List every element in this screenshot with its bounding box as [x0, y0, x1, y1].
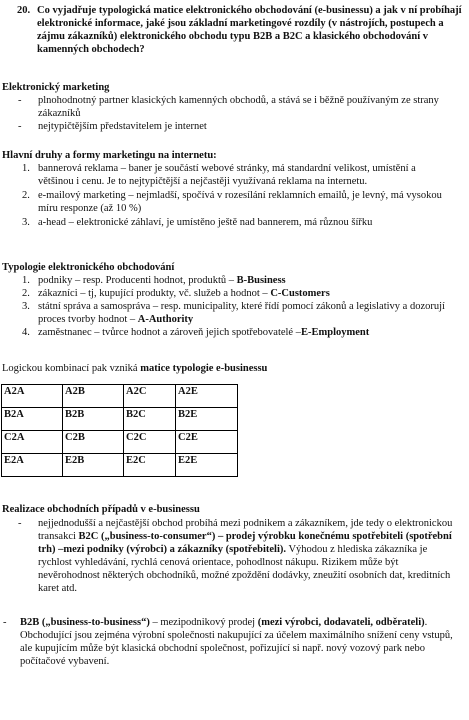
numbered-list: [22, 162, 450, 229]
list-item: 1. podniky – resp. Producenti hodnot, produktů – B-Business: [22, 275, 286, 286]
list-item: 2. e-mailový marketing – nejmladší, spočívá v rozesílání reklamních emailů, je levný, má vysokou míru responze (až 10 %): [22, 190, 442, 214]
bullet-icon: -: [18, 121, 22, 132]
bullet-icon: -: [18, 518, 22, 529]
section-heading-internet-marketing: Hlavní druhy a formy marketingu na internetu:: [2, 150, 217, 161]
table-row: E2A E2B E2C E2E: [2, 454, 238, 477]
section-heading-e-marketing: Elektronický marketing: [2, 82, 110, 93]
matrix-intro: Logickou kombinací pak vzniká matice typologie e-businessu: [2, 363, 268, 374]
section-heading-typology: Typologie elektronického obchodování: [2, 262, 175, 273]
list-item: - nejjednodušší a nejčastější obchod probíhá mezi podnikem a zákazníkem, jde tedy o elektronickou transakci B2C („business-to-consumer“) – prodej výrobku konečnému spotřebiteli (spotřební trh) –mezi podniky (výrobci) a zákazníky (spotřebiteli). Výhodou z hlediska zákazníka je rychlost vyhledávání, rychlá cenová orientace, pohodlnost nákupu. Rizikem může být nevěrohodnost některých obchodníků, možné zpoždění dodávky, zneužití osobních dat, kreditních karet atd.: [18, 518, 453, 594]
question-text: Co vyjadřuje typologická matice elektronického obchodování (e-businessu) a jak v ní probíhají elektronické informace, jaké jsou základní marketingové rozdíly (v nástrojích, postupech a zájmu zákazníků) elektronického obchodu typu B2B a B2C a klasického obchodování v kamenných obchodech?: [37, 5, 462, 55]
list-item: - plnohodnotný partner klasických kamenných obchodů, a stává se i běžně používaným ze strany zákazníků: [18, 95, 439, 119]
question-number: 20.: [17, 5, 31, 16]
table-row: B2A B2B B2C B2E: [2, 408, 238, 431]
numbered-list: [22, 274, 468, 339]
section-heading-realization: Realizace obchodních případů v e-businessu: [2, 504, 200, 515]
b2b-paragraph: - B2B („business-to-business“) – mezipodnikový prodej (mezi výrobci, dodavateli, odběrateli). Obchodující jsou zejména výrobní společnosti nakupující za účelem maximálního snížení ceny vstupů, ale kupujícím může být klasická obchodní společnost, pořizující si např. nový vozový park nebo počítačové vybavení.: [3, 617, 453, 667]
e-business-matrix: [1, 384, 238, 477]
list-item: - nejtypičtějším představitelem je internet: [18, 121, 207, 132]
list-item: 1. bannerová reklama – baner je součástí webové stránky, má standardní velikost, umístění a většinou i cenu. Je to nejtypičtější a nejčastěji využívaná reklama na internetu.: [22, 163, 416, 187]
question: [17, 4, 467, 56]
list-item: 2. zákazníci – tj, kupující produkty, vč. služeb a hodnot – C-Customers: [22, 288, 330, 299]
bullet-icon: -: [18, 95, 22, 106]
table-row: A2A A2B A2C A2E: [2, 385, 238, 408]
bullet-list: [18, 517, 458, 595]
list-item: 4. zaměstnanec – tvůrce hodnot a zároveň jejich spotřebovatelé –E-Employment: [22, 327, 370, 338]
bullet-list: [18, 94, 458, 133]
table-row: C2A C2B C2C C2E: [2, 431, 238, 454]
list-item: 3. a-head – elektronické záhlaví, je umístěno ještě nad bannerem, má různou šířku: [22, 217, 373, 228]
list-item: 3. státní správa a samospráva – resp. municipality, které řídí pomocí zákonů a legislativy a dozorují proces tvorby hodnot – A-Authority: [22, 301, 445, 325]
